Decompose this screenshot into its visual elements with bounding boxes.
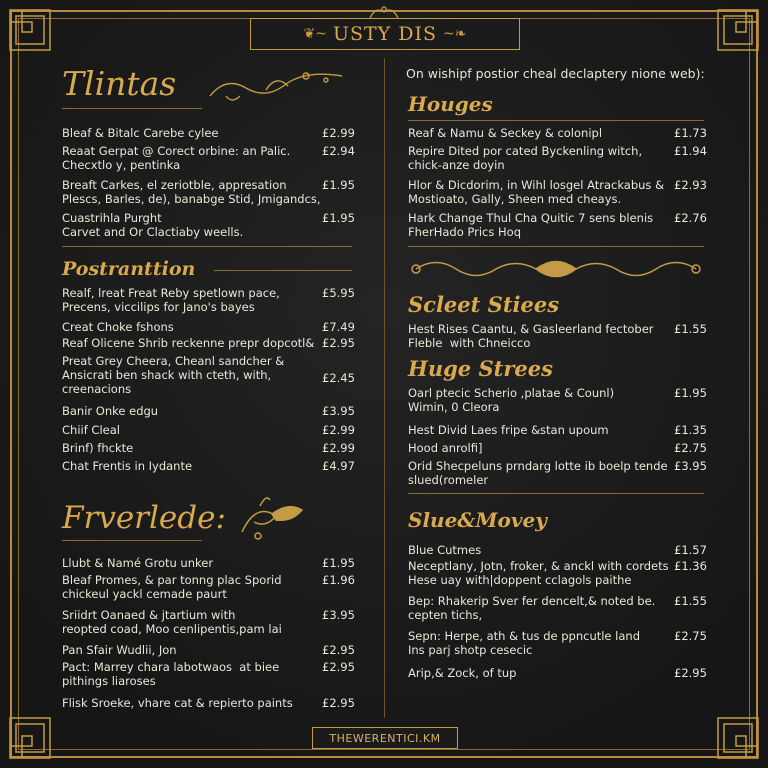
menu-item-price: £2.75 xyxy=(674,629,707,643)
menu-item-name: Pan Sfair Wudlii, Jon xyxy=(62,643,177,657)
menu-item-price: £2.75 xyxy=(674,441,707,455)
menu-item-price: £1.57 xyxy=(674,543,707,557)
section-title-tlintas: Tlintas xyxy=(62,64,177,103)
section-title-postranttion: Postranttion xyxy=(62,258,196,280)
menu-item-price: £1.96 xyxy=(322,573,355,587)
menu-item-name: Bep: Rhakerip Sver fer dencelt,& noted be. cepten tichs, xyxy=(408,594,656,622)
corner-ornament-icon xyxy=(716,716,760,760)
menu-item-name: Arip,& Zock, of tup xyxy=(408,666,517,680)
menu-item-name: Reaf & Namu & Seckey & colonipl xyxy=(408,126,603,140)
section-divider xyxy=(408,246,704,247)
footer-website: THEWERENTICI.KM xyxy=(329,731,441,745)
menu-item-price: £2.99 xyxy=(322,423,355,437)
menu-item-price: £1.35 xyxy=(674,423,707,437)
section-divider xyxy=(62,246,352,247)
menu-item-name: Orid Shecpeluns prndarg lotte ib boelp tende slued(romeler xyxy=(408,459,668,487)
menu-title: USTY DIS xyxy=(332,23,438,45)
title-underline xyxy=(62,108,202,109)
menu-item-price: £2.95 xyxy=(322,336,355,350)
menu-item-price: £2.45 xyxy=(322,371,355,385)
menu-item-price: £3.95 xyxy=(674,459,707,473)
flourish-icon: ❦~ xyxy=(303,26,327,42)
menu-item-name: Oarl ptecic Scherio ,platae & Counl) Wimin, 0 Cleora xyxy=(408,386,615,414)
menu-item-price: £1.55 xyxy=(674,594,707,608)
menu-item-price: £2.95 xyxy=(322,660,355,674)
section-divider xyxy=(408,120,704,121)
section-title-houges: Houges xyxy=(408,92,493,116)
menu-item-name: Hest Rises Caantu, & Gasleerland fectober Fleble with Chneicco xyxy=(408,322,654,350)
menu-item-price: £1.95 xyxy=(322,556,355,570)
menu-item-price: £4.97 xyxy=(322,459,355,473)
section-title-huge-strees: Huge Strees xyxy=(408,356,553,381)
menu-item-name: Cuastrihla Purght Carvet and Or Clactiaby weells. xyxy=(62,211,244,239)
menu-item-price: £1.95 xyxy=(322,211,355,225)
title-rule xyxy=(214,270,352,271)
title-underline xyxy=(62,540,202,541)
menu-item-name: Repire Dited por cated Byckenling witch, chick-anze doyin xyxy=(408,144,643,172)
menu-item-price: £2.95 xyxy=(322,696,355,710)
menu-item-name: Banir Onke edgu xyxy=(62,404,159,418)
corner-ornament-icon xyxy=(716,8,760,52)
menu-item-price: £7.49 xyxy=(322,320,355,334)
menu-item-price: £1.94 xyxy=(674,144,707,158)
menu-item-price: £5.95 xyxy=(322,286,355,300)
section-title-slue-movey: Slue&Movey xyxy=(408,508,547,532)
corner-ornament-icon xyxy=(8,8,52,52)
menu-item-name: Creat Choke fshons xyxy=(62,320,174,334)
section-divider xyxy=(408,493,704,494)
section-title-frverlede: Frverlede: xyxy=(62,500,226,536)
menu-item-name: Reaf Olicene Shrib reckenne prepr dopcotl& xyxy=(62,336,315,350)
menu-item-name: Flisk Sroeke, vhare cat & repierto paints xyxy=(62,696,293,710)
menu-item-name: Pact: Marrey chara labotwaos at biee pithings liaroses xyxy=(62,660,280,688)
menu-item-name: Brinf) fhckte xyxy=(62,441,134,455)
menu-item-name: Breaft Carkes, el zeriotble, appresation Plescs, Barles, de), banabge Stid, Jmigandcs, xyxy=(62,178,321,206)
menu-item-price: £2.94 xyxy=(322,144,355,158)
leaf-flourish-icon xyxy=(236,492,306,548)
flourish-icon xyxy=(206,66,346,108)
menu-item-name: Chiif Cleal xyxy=(62,423,120,437)
menu-item-price: £1.36 xyxy=(674,559,707,573)
menu-item-name: Reaat Gerpat @ Corect orbine: an Palic. Checxtlo y, pentinka xyxy=(62,144,291,172)
menu-item-name: Sriidrt Oanaed & jtartium with reopted coad, Moo cenlipentis,pam lai xyxy=(62,608,282,636)
menu-item-name: Hark Change Thul Cha Quitic 7 sens blenis FherHado Prics Hoq xyxy=(408,211,654,239)
flourish-icon: ~❧ xyxy=(443,26,467,42)
menu-subtitle: On wishipf postior cheal declaptery nione web): xyxy=(406,66,705,81)
menu-item-name: Realf, lreat Freat Reby spetlown pace, Precens, viccilips for Jano's bayes xyxy=(62,286,280,314)
menu-item-name: Bleaf Promes, & par tonng plac Sporid chickeul yackl cemade paurt xyxy=(62,573,282,601)
menu-item-price: £1.73 xyxy=(674,126,707,140)
menu-item-name: Hood anrolfi] xyxy=(408,441,483,455)
column-divider xyxy=(384,58,385,718)
menu-item-price: £1.95 xyxy=(322,178,355,192)
menu-item-name: Bleaf & Bitalc Carebe cylee xyxy=(62,126,219,140)
menu-item-price: £3.95 xyxy=(322,608,355,622)
footer-plaque xyxy=(312,727,458,749)
menu-item-price: £1.55 xyxy=(674,322,707,336)
menu-item-name: Sepn: Herpe, ath & tus de ppncutle land Ins parj shotp cesecic xyxy=(408,629,640,657)
menu-item-name: Neceptlany, Jotn, froker, & anckl with cordets Hese uay with|doppent cclagols paithe xyxy=(408,559,669,587)
menu-item-price: £2.95 xyxy=(322,643,355,657)
menu-item-price: £1.95 xyxy=(674,386,707,400)
menu-item-price: £2.95 xyxy=(674,666,707,680)
menu-item-name: Llubt & Namé Grotu unker xyxy=(62,556,214,570)
corner-ornament-icon xyxy=(8,716,52,760)
menu-item-name: Preat Grey Cheera, Cheanl sandcher & Ansicrati ben shack with cteth, with, creenacions xyxy=(62,354,285,396)
menu-item-price: £2.99 xyxy=(322,441,355,455)
menu-item-price: £3.95 xyxy=(322,404,355,418)
scroll-flourish-icon xyxy=(406,254,706,284)
header-plaque xyxy=(250,18,520,50)
menu-item-name: Chat Frentis in Iydante xyxy=(62,459,193,473)
section-title-scleet-stiees: Scleet Stiees xyxy=(408,292,560,317)
menu-item-price: £2.99 xyxy=(322,126,355,140)
menu-item-price: £2.76 xyxy=(674,211,707,225)
menu-item-price: £2.93 xyxy=(674,178,707,192)
menu-item-name: Hest Divid Laes fripe &stan upoum xyxy=(408,423,609,437)
menu-item-name: Blue Cutmes xyxy=(408,543,482,557)
menu-item-name: Hlor & Dicdorim, in Wihl losgel Atrackabus & Mostioato, Gally, Sheen med cheays. xyxy=(408,178,665,206)
